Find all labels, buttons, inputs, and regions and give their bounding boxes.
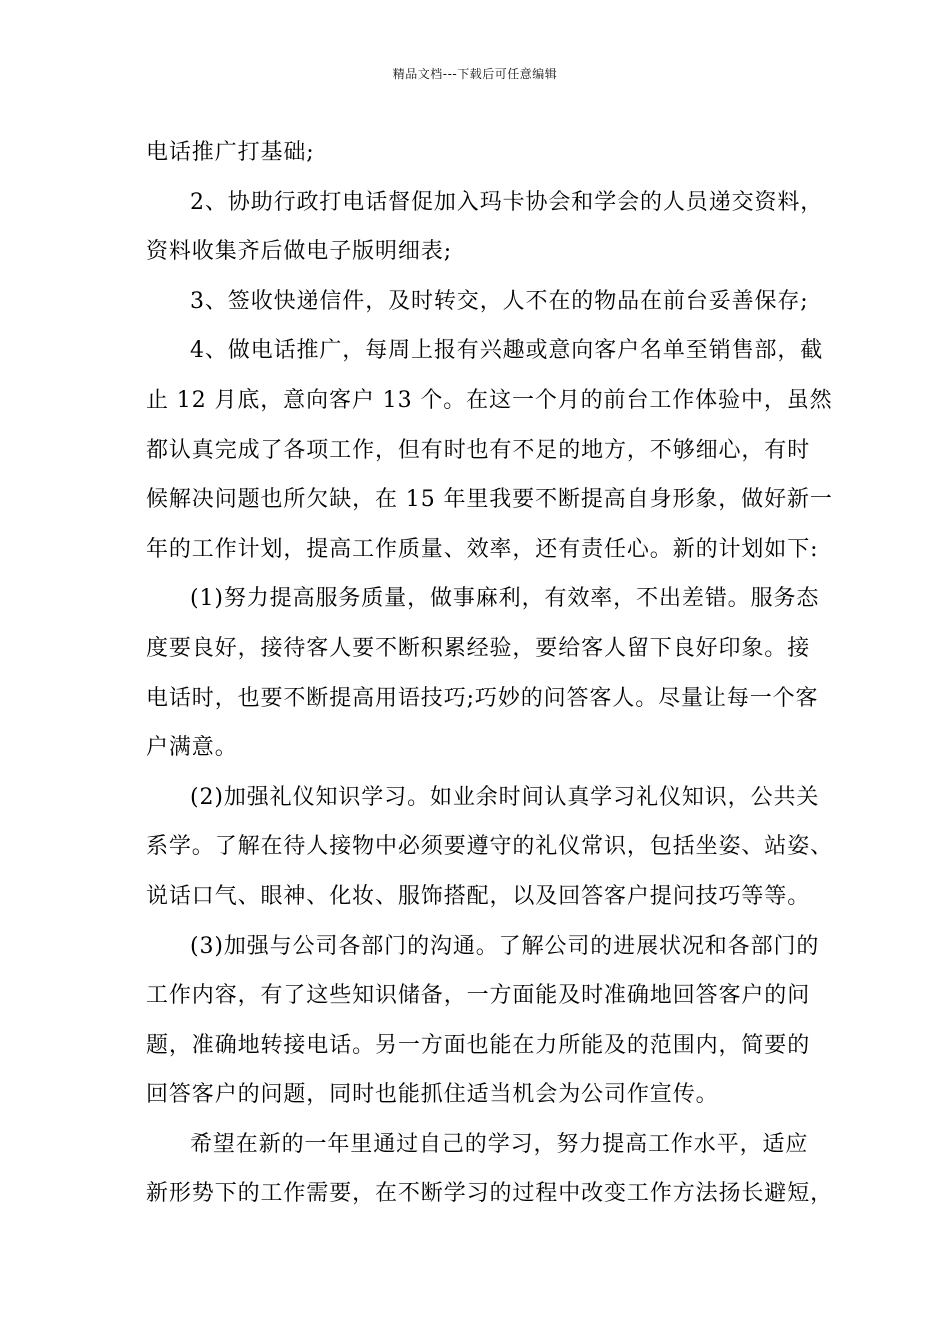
text-line: 希望在新的一年里通过自己的学习，努力提高工作水平，适应 — [190, 1131, 809, 1157]
text-line: (3)加强与公司各部门的沟通。了解公司的进展状况和各部门的 — [190, 933, 820, 959]
text-line: 4、做电话推广，每周上报有兴趣或意向客户名单至销售部，截 — [190, 338, 824, 364]
text-line: 电话时，也要不断提高用语技巧;巧妙的问答客人。尽量让每一个客 — [146, 685, 819, 711]
text-line: 电话推广打基础; — [146, 140, 315, 165]
text-line: 年的工作计划，提高工作质量、效率，还有责任心。新的计划如下: — [146, 536, 819, 562]
text-line: 回答客户的问题，同时也能抓住适当机会为公司作宣传。 — [146, 1082, 719, 1108]
text-line: 系学。了解在待人接物中必须要遵守的礼仪常识，包括坐姿、站姿、 — [146, 834, 834, 860]
page-header: 精品文档---下载后可任意编辑 — [392, 67, 558, 81]
text-line: (2)加强礼仪知识学习。如业余时间认真学习礼仪知识，公共关 — [190, 784, 820, 810]
text-line: 2、协助行政打电话督促加入玛卡协会和学会的人员递交资料， — [190, 189, 824, 215]
text-line: 3、签收快递信件，及时转交，人不在的物品在前台妥善保存; — [190, 288, 809, 314]
text-line: 说话口气、眼神、化妆、服饰搭配，以及回答客户提问技巧等等。 — [146, 883, 811, 909]
text-line: 止 12 月底，意向客户 13 个。在这一个月的前台工作体验中，虽然 — [146, 387, 833, 413]
text-line: 题，准确地转接电话。另一方面也能在力所能及的范围内，简要的 — [146, 1032, 811, 1058]
text-line: 度要良好，接待客人要不断积累经验，要给客人留下良好印象。接 — [146, 635, 811, 661]
document-body — [146, 128, 834, 1219]
text-line: 都认真完成了各项工作，但有时也有不足的地方，不够细心，有时 — [146, 437, 811, 463]
text-line: 候解决问题也所欠缺，在 15 年里我要不断提高自身形象，做好新一 — [146, 487, 833, 513]
text-line: 新形势下的工作需要，在不断学习的过程中改变工作方法扬长避短， — [146, 1181, 834, 1207]
text-line: (1)努力提高服务质量，做事麻利，有效率，不出差错。服务态 — [190, 586, 820, 612]
text-line: 工作内容，有了这些知识储备，一方面能及时准确地回答客户的问 — [146, 983, 811, 1009]
text-line: 户满意。 — [146, 735, 238, 761]
text-line: 资料收集齐后做电子版明细表; — [146, 239, 453, 265]
